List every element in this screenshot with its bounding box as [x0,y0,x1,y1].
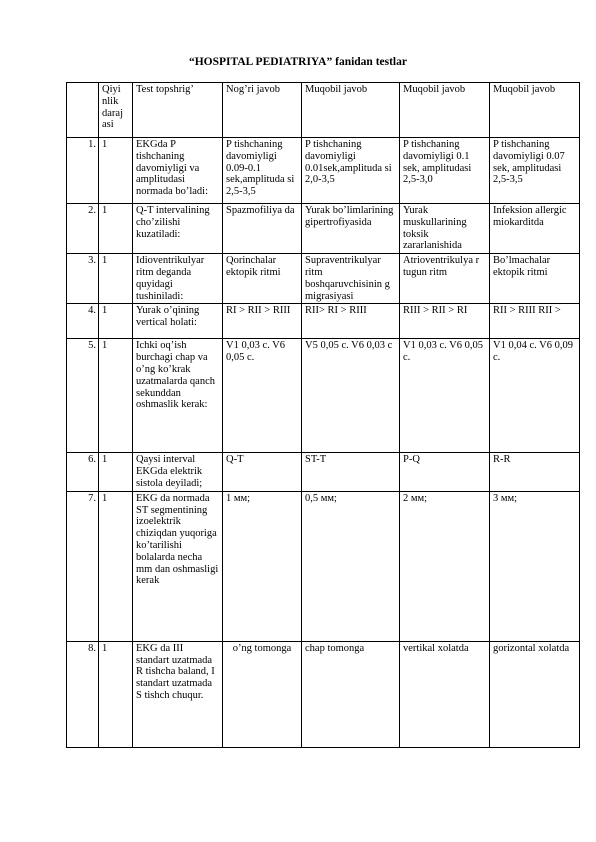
wrong-answer-cell: P tishchaning davomiyligi 0.09-0.1 sek,amplituda si 2,5-3,5 [223,138,302,204]
table-header-row [67,83,580,138]
alt-answer-1-cell: chap tomonga [302,641,400,747]
alt-answer-3-cell: gorizontal xolatda [490,641,580,747]
wrong-answer-cell: Spazmofiliya da [223,204,302,254]
wrong-answer-cell: V1 0,03 c. V6 0,05 c. [223,339,302,453]
table-row [67,304,580,339]
difficulty-cell: 1 [99,304,133,339]
question-cell: Yurak o’qining vertical holati: [133,304,223,339]
question-cell: EKG da normada ST segmentining izoelektrik chiziqdan yuqoriga ko’tarilishi bolalarda necha mm dan oshmasligi kerak [133,491,223,641]
question-cell: Ichki oq’ish burchagi chap va o’ng ko’krak uzatmalarda qanch sekunddan oshmaslik kerak: [133,339,223,453]
wrong-answer-cell: 1 мм; [223,491,302,641]
alt-answer-2-cell: vertikal xolatda [400,641,490,747]
table-row [67,204,580,254]
row-number-cell: 3. [67,254,99,304]
difficulty-cell: 1 [99,138,133,204]
difficulty-cell: 1 [99,254,133,304]
alt-answer-2-cell: V1 0,03 c. V6 0,05 c. [400,339,490,453]
alt-answer-2-cell: 2 мм; [400,491,490,641]
alt-answer-3-cell: 3 мм; [490,491,580,641]
table-row [67,254,580,304]
alt-answer-1-cell: 0,5 мм; [302,491,400,641]
question-cell: Qaysi interval EKGda elektrik sistola deyiladi; [133,453,223,491]
header-cell: Test topshrig’ [133,83,223,138]
table-row [67,339,580,453]
table-row [67,641,580,747]
alt-answer-3-cell: V1 0,04 c. V6 0,09 c. [490,339,580,453]
alt-answer-2-cell: Atrioventrikulya r tugun ritm [400,254,490,304]
alt-answer-2-cell: RIII > RII > RI [400,304,490,339]
alt-answer-3-cell: Bo’lmachalar ektopik ritmi [490,254,580,304]
question-cell: Idioventrikulyar ritm deganda quyidagi tushiniladi: [133,254,223,304]
row-number-cell: 8. [67,641,99,747]
question-cell: Q-T intervalining cho’zilishi kuzatiladi: [133,204,223,254]
difficulty-cell: 1 [99,204,133,254]
alt-answer-3-cell: Infeksion allergic miokarditda [490,204,580,254]
header-cell: Qiyi nlik daraj asi [99,83,133,138]
difficulty-cell: 1 [99,491,133,641]
question-cell: EKG da III standart uzatmada R tishcha baland, I standart uzatmada S tishch chuqur. [133,641,223,747]
table-row [67,491,580,641]
alt-answer-2-cell: P tishchaning davomiyligi 0.1 sek, amplitudasi 2,5-3,0 [400,138,490,204]
alt-answer-1-cell: Yurak bo’limlarining gipertrofiyasida [302,204,400,254]
page-title: “HOSPITAL PEDIATRIYA” fanidan testlar [188,56,407,68]
row-number-cell: 6. [67,453,99,491]
row-number-cell: 5. [67,339,99,453]
table-row [67,138,580,204]
alt-answer-2-cell: Yurak muskullarining toksik zararlanishida [400,204,490,254]
header-cell: Muqobil javob [400,83,490,138]
row-number-cell: 7. [67,491,99,641]
row-number-cell: 4. [67,304,99,339]
alt-answer-1-cell: P tishchaning davomiyligi 0.01sek,amplituda si 2,0-3,5 [302,138,400,204]
wrong-answer-cell: Q-T [223,453,302,491]
row-number-cell: 2. [67,204,99,254]
test-table [66,82,580,748]
header-cell: Muqobil javob [302,83,400,138]
header-cell: Nog’ri javob [223,83,302,138]
alt-answer-1-cell: ST-T [302,453,400,491]
table-row [67,453,580,491]
wrong-answer-cell: o’ng tomonga [223,641,302,747]
difficulty-cell: 1 [99,339,133,453]
row-number-cell: 1. [67,138,99,204]
alt-answer-3-cell: R-R [490,453,580,491]
alt-answer-1-cell: V5 0,05 c. V6 0,03 c [302,339,400,453]
wrong-answer-cell: RI > RII > RIII [223,304,302,339]
difficulty-cell: 1 [99,641,133,747]
wrong-answer-cell: Qorinchalar ektopik ritmi [223,254,302,304]
header-cell: Muqobil javob [490,83,580,138]
header-cell [67,83,99,138]
alt-answer-3-cell: P tishchaning davomiyligi 0.07 sek, amplitudasi 2,5-3,5 [490,138,580,204]
question-cell: EKGda P tishchaning davomiyligi va amplitudasi normada bo’ladi: [133,138,223,204]
difficulty-cell: 1 [99,453,133,491]
alt-answer-2-cell: P-Q [400,453,490,491]
alt-answer-1-cell: RII> RI > RIII [302,304,400,339]
alt-answer-1-cell: Supraventrikulyar ritm boshqaruvchisinin g migrasiyasi [302,254,400,304]
alt-answer-3-cell: RII > RIII RII > [490,304,580,339]
